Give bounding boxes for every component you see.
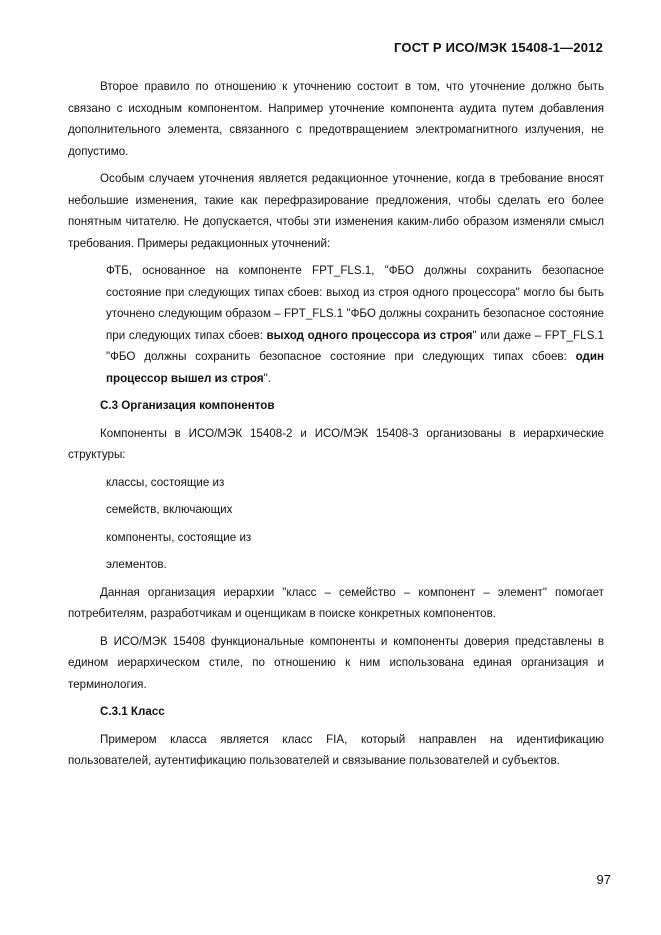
paragraph-refinement-rule: Второе правило по отношению к уточнению состоит в том, что уточнение должно быть связано с исходным компонентом. Например уточнение компонента аудита путем добавления дополнительного элемента, связанного с предотвращением электромагнитного излучения, не допустимо. xyxy=(68,80,604,158)
paragraph-editorial-refinement: Особым случаем уточнения является редакционное уточнение, когда в требование вносят небольшие изменения, такие как перефразирование предложения, чтобы сделать его более понятным читателю. Не допускается, чтобы эти изменения каким-либо образом изменяли смысл требования. Примеры редакционных уточнений: xyxy=(68,172,604,250)
paragraph-unified-style: В ИСО/МЭК 15408 функциональные компоненты и компоненты доверия представлены в едином иерархическом стиле, по отношению к ним использована единая организация и терминология. xyxy=(68,634,604,691)
example-text-3: ". xyxy=(263,371,271,385)
page-content xyxy=(68,76,604,778)
hierarchy-item-classes: классы, состоящие из xyxy=(106,475,225,489)
example-text-2: " или даже – FPT_FLS.1 "ФБО должны сохранить безопасное состояние при следующих типах сбоев: xyxy=(106,328,604,363)
paragraph-class-example: Примером класса является класс FIA, который направлен на идентификацию пользователей, аутентификацию пользователей и связывание пользователей и субъектов. xyxy=(68,732,604,767)
document-header: ГОСТ Р ИСО/МЭК 15408-1—2012 xyxy=(394,40,603,55)
paragraph-hierarchy-intro: Компоненты в ИСО/МЭК 15408-2 и ИСО/МЭК 15408-3 организованы в иерархические структуры: xyxy=(68,426,604,461)
section-heading-c3: С.3 Организация компонентов xyxy=(100,399,275,412)
paragraph-hierarchy-purpose: Данная организация иерархии "класс – семейство – компонент – элемент" помогает потребителям, разработчикам и оценщикам в поиске конкретных компонентов. xyxy=(68,585,604,620)
example-bold-1: выход одного процессора из строя xyxy=(266,328,473,342)
example-text-1: ФТБ, основанное на компоненте FPT_FLS.1, "ФБО должны сохранить безопасное состояние при следующих типах сбоев: выход из строя одного процессора" могло бы быть уточнено следующим образом – FPT_FLS.1 "ФБО должны сохранить безопасное состояние при следующих типах сбоев: xyxy=(106,264,604,342)
hierarchy-item-families: семейств, включающих xyxy=(106,503,233,516)
page-number: 97 xyxy=(596,872,611,887)
hierarchy-item-components: компоненты, состоящие из xyxy=(106,530,252,544)
section-heading-c31: С.3.1 Класс xyxy=(100,705,165,718)
hierarchy-item-elements: элементов. xyxy=(106,558,167,571)
example-bold-2: один процессор вышел из строя xyxy=(106,350,604,385)
example-block xyxy=(106,260,604,389)
